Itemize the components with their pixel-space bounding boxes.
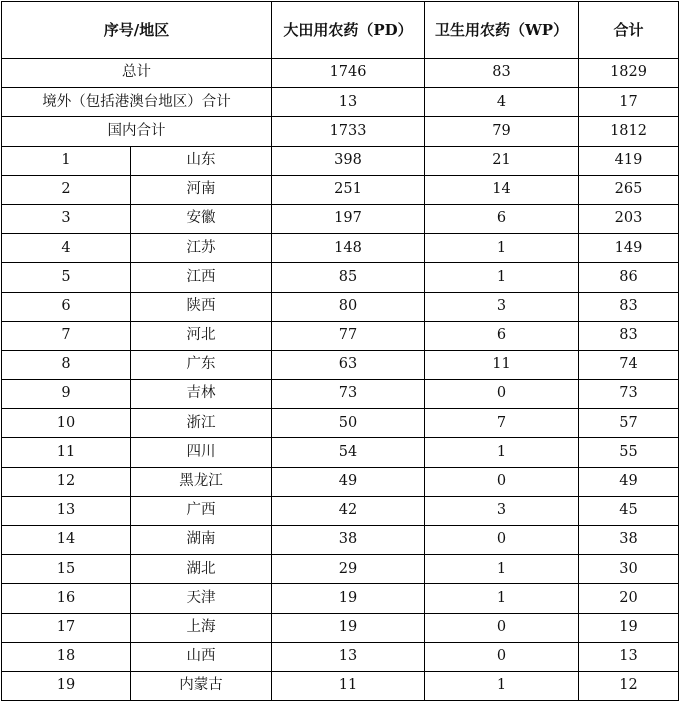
row-wp: 6 bbox=[425, 321, 579, 350]
row-index: 17 bbox=[2, 613, 131, 642]
row-wp: 11 bbox=[425, 350, 579, 379]
row-region: 广西 bbox=[131, 496, 272, 525]
row-wp: 1 bbox=[425, 263, 579, 292]
row-wp: 7 bbox=[425, 409, 579, 438]
table-row bbox=[2, 584, 679, 613]
row-wp: 1 bbox=[425, 234, 579, 263]
row-region: 黑龙江 bbox=[131, 467, 272, 496]
row-wp: 1 bbox=[425, 584, 579, 613]
row-pd: 54 bbox=[272, 438, 425, 467]
row-index: 18 bbox=[2, 642, 131, 671]
summary-label: 国内合计 bbox=[2, 117, 272, 146]
row-wp: 1 bbox=[425, 671, 579, 700]
row-pd: 80 bbox=[272, 292, 425, 321]
row-wp: 21 bbox=[425, 146, 579, 175]
row-index: 14 bbox=[2, 526, 131, 555]
row-region: 吉林 bbox=[131, 380, 272, 409]
row-wp: 3 bbox=[425, 496, 579, 525]
summary-wp: 4 bbox=[425, 88, 579, 117]
table-row bbox=[2, 467, 679, 496]
row-index: 4 bbox=[2, 234, 131, 263]
summary-label: 境外（包括港澳台地区）合计 bbox=[2, 88, 272, 117]
row-total: 57 bbox=[579, 409, 679, 438]
row-wp: 1 bbox=[425, 438, 579, 467]
header-pd: 大田用农药（PD） bbox=[272, 2, 425, 59]
row-region: 江西 bbox=[131, 263, 272, 292]
row-pd: 50 bbox=[272, 409, 425, 438]
row-total: 74 bbox=[579, 350, 679, 379]
row-total: 13 bbox=[579, 642, 679, 671]
row-region: 广东 bbox=[131, 350, 272, 379]
pesticide-registration-table bbox=[1, 1, 679, 701]
row-wp: 0 bbox=[425, 467, 579, 496]
row-pd: 85 bbox=[272, 263, 425, 292]
table-row bbox=[2, 671, 679, 700]
table-row bbox=[2, 146, 679, 175]
table-row bbox=[2, 292, 679, 321]
row-pd: 38 bbox=[272, 526, 425, 555]
row-total: 55 bbox=[579, 438, 679, 467]
row-index: 7 bbox=[2, 321, 131, 350]
row-region: 安徽 bbox=[131, 204, 272, 233]
row-pd: 29 bbox=[272, 555, 425, 584]
row-total: 419 bbox=[579, 146, 679, 175]
row-total: 83 bbox=[579, 292, 679, 321]
summary-label: 总计 bbox=[2, 59, 272, 88]
row-total: 49 bbox=[579, 467, 679, 496]
row-total: 30 bbox=[579, 555, 679, 584]
row-pd: 49 bbox=[272, 467, 425, 496]
row-index: 8 bbox=[2, 350, 131, 379]
row-region: 陕西 bbox=[131, 292, 272, 321]
row-wp: 0 bbox=[425, 380, 579, 409]
row-wp: 3 bbox=[425, 292, 579, 321]
row-index: 3 bbox=[2, 204, 131, 233]
row-wp: 14 bbox=[425, 175, 579, 204]
row-wp: 6 bbox=[425, 204, 579, 233]
row-index: 13 bbox=[2, 496, 131, 525]
row-wp: 0 bbox=[425, 613, 579, 642]
table-row bbox=[2, 496, 679, 525]
row-total: 19 bbox=[579, 613, 679, 642]
table-row bbox=[2, 175, 679, 204]
table-row bbox=[2, 380, 679, 409]
row-pd: 19 bbox=[272, 613, 425, 642]
row-pd: 197 bbox=[272, 204, 425, 233]
summary-wp: 83 bbox=[425, 59, 579, 88]
row-index: 15 bbox=[2, 555, 131, 584]
row-pd: 77 bbox=[272, 321, 425, 350]
summary-row-overseas bbox=[2, 88, 679, 117]
row-index: 11 bbox=[2, 438, 131, 467]
row-region: 天津 bbox=[131, 584, 272, 613]
row-index: 5 bbox=[2, 263, 131, 292]
table-row bbox=[2, 409, 679, 438]
row-total: 86 bbox=[579, 263, 679, 292]
summary-total: 1829 bbox=[579, 59, 679, 88]
row-pd: 398 bbox=[272, 146, 425, 175]
row-region: 湖南 bbox=[131, 526, 272, 555]
row-total: 83 bbox=[579, 321, 679, 350]
row-total: 12 bbox=[579, 671, 679, 700]
row-region: 内蒙古 bbox=[131, 671, 272, 700]
row-index: 10 bbox=[2, 409, 131, 438]
row-total: 20 bbox=[579, 584, 679, 613]
header-row bbox=[2, 2, 679, 59]
row-index: 12 bbox=[2, 467, 131, 496]
row-region: 河南 bbox=[131, 175, 272, 204]
row-total: 203 bbox=[579, 204, 679, 233]
header-wp: 卫生用农药（WP） bbox=[425, 2, 579, 59]
summary-row-domestic bbox=[2, 117, 679, 146]
row-index: 2 bbox=[2, 175, 131, 204]
summary-pd: 1746 bbox=[272, 59, 425, 88]
row-pd: 19 bbox=[272, 584, 425, 613]
row-total: 73 bbox=[579, 380, 679, 409]
row-wp: 0 bbox=[425, 642, 579, 671]
row-pd: 13 bbox=[272, 642, 425, 671]
table-row bbox=[2, 438, 679, 467]
table-row bbox=[2, 642, 679, 671]
row-wp: 0 bbox=[425, 526, 579, 555]
table-row bbox=[2, 350, 679, 379]
row-index: 9 bbox=[2, 380, 131, 409]
row-pd: 42 bbox=[272, 496, 425, 525]
header-total: 合计 bbox=[579, 2, 679, 59]
table-row bbox=[2, 234, 679, 263]
row-wp: 1 bbox=[425, 555, 579, 584]
table-row bbox=[2, 613, 679, 642]
row-region: 山东 bbox=[131, 146, 272, 175]
row-pd: 11 bbox=[272, 671, 425, 700]
summary-pd: 1733 bbox=[272, 117, 425, 146]
row-index: 1 bbox=[2, 146, 131, 175]
row-total: 45 bbox=[579, 496, 679, 525]
table-row bbox=[2, 526, 679, 555]
row-index: 16 bbox=[2, 584, 131, 613]
summary-pd: 13 bbox=[272, 88, 425, 117]
row-region: 四川 bbox=[131, 438, 272, 467]
row-pd: 251 bbox=[272, 175, 425, 204]
row-pd: 63 bbox=[272, 350, 425, 379]
row-index: 6 bbox=[2, 292, 131, 321]
row-region: 浙江 bbox=[131, 409, 272, 438]
row-pd: 148 bbox=[272, 234, 425, 263]
summary-total: 1812 bbox=[579, 117, 679, 146]
summary-row-grand-total bbox=[2, 59, 679, 88]
header-index-region: 序号/地区 bbox=[2, 2, 272, 59]
row-region: 江苏 bbox=[131, 234, 272, 263]
summary-wp: 79 bbox=[425, 117, 579, 146]
row-total: 38 bbox=[579, 526, 679, 555]
row-total: 265 bbox=[579, 175, 679, 204]
table-row bbox=[2, 263, 679, 292]
row-total: 149 bbox=[579, 234, 679, 263]
row-region: 山西 bbox=[131, 642, 272, 671]
table-row bbox=[2, 555, 679, 584]
row-region: 湖北 bbox=[131, 555, 272, 584]
row-region: 上海 bbox=[131, 613, 272, 642]
table-row bbox=[2, 321, 679, 350]
row-pd: 73 bbox=[272, 380, 425, 409]
row-region: 河北 bbox=[131, 321, 272, 350]
table-row bbox=[2, 204, 679, 233]
row-index: 19 bbox=[2, 671, 131, 700]
summary-total: 17 bbox=[579, 88, 679, 117]
